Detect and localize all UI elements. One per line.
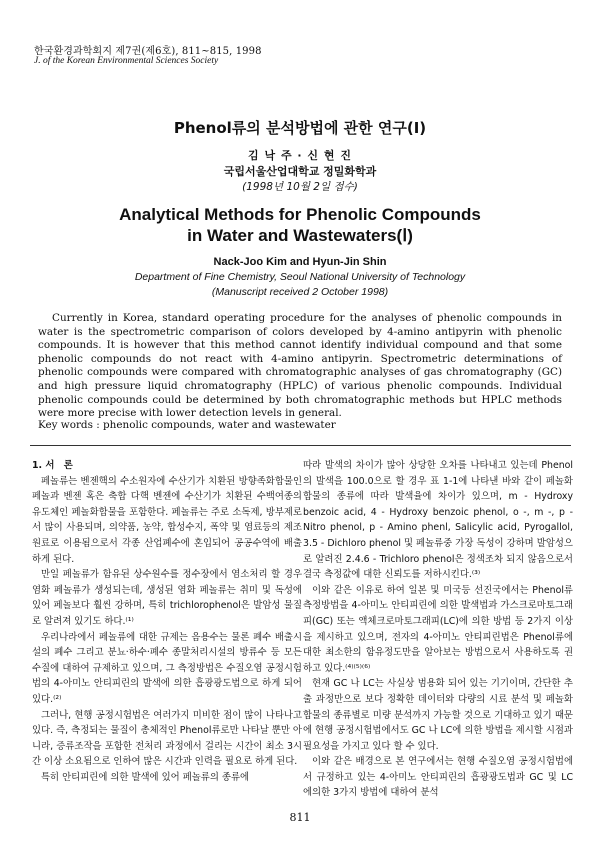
page-number: 811 <box>289 811 311 824</box>
paragraph: 그러나, 현행 공정시험법은 여러가지 미비한 점이 많이 나타나고 있다. 즉, 측정되는 물질이 총체적인 Phenol류로만 나타날 뿐만 아니라, 증류조작을 포함한 전처리 과정에서 걸리는 시간이 최소 3시간 이상 소요됨으로 인하여 많은 시간과 인력을 필요로 하게 된다. <box>32 709 302 768</box>
separator-rule <box>30 445 571 446</box>
korean-received-date: (1998년 10월 2일 접수) <box>242 181 358 193</box>
paragraph: 현재 GC 나 LC는 사실상 범용화 되어 있는 기기이며, 간단한 추출 과정만으로 보다 정확한 데이터와 다량의 시료 분석 및 페놀화합물의 종류별로 미량 분석까지 가능할 것으로 기대하고 있기 때문에 현행 공정시험법에서도 GC 나 LC에 의한 방법을 제시할 시점과 필요성을 가지고 있다 할 수 있다. <box>303 678 573 752</box>
paragraph: 만일 페놀류가 함유된 상수원수를 정수장에서 염소처리 할 경우 염화 페놀류가 생성되는데, 생성된 염화 페놀류는 취미 및 독성에 있어 페놀보다 훨씬 강하며, 특히 trichlorophenol은 발암성 물질로 알려져 있기도 하다.⁽¹⁾ <box>32 569 302 627</box>
paragraph: 특히 안티피린에 의한 발색에 있어 페놀류의 종류에 <box>41 771 250 783</box>
right-column <box>303 458 573 801</box>
korean-authors: 김 낙 주 · 신 현 진 <box>248 149 352 162</box>
left-column <box>32 458 302 785</box>
abstract: Currently in Korea, standard operating procedure for the analyses of phenolic compounds in water is the spectrometric comparison of colors developed by 4-amino antipyrin with phenolic compounds. It is however that this method cannot identify individual compound and that some phenolic compounds do not react with 4-amino antipyrin. Spectrometric determinations of phenolic compounds were compared with chromatographic analyses of gas chromatography (GC) and high pressure liquid chromatography (HPLC) of various phenolic compounds. Individual phenolic compounds could be determined by both chromatographic methods but HPLC methods were more precise with lower detection levels in general. <box>38 312 562 420</box>
korean-affiliation: 국립서울산업대학교 정밀화학과 <box>223 165 377 178</box>
paragraph: 우리나라에서 페놀류에 대한 규제는 음용수는 물론 폐수 배출시설의 폐수 그리고 분뇨·하수·폐수 종말처리시설의 방류수 등 모든 수질에 대하여 규제하고 있으며, 그 측정방법은 수질오염 공정시험법의 4-아미노 안티피린의 발색에 의한 흡광광도법으로 하게 되어 있다.⁽²⁾ <box>32 631 302 705</box>
journal-english-name: J. of the Korean Environmental Sciences Society <box>34 56 219 66</box>
english-title-line-2: in Water and Wastewaters(Ⅰ) <box>187 226 413 245</box>
english-title-line-1: Analytical Methods for Phenolic Compounds <box>119 205 481 224</box>
section-heading-introduction: 1. 서 론 <box>32 460 73 471</box>
english-received-date: (Manuscript received 2 October 1998) <box>211 286 389 298</box>
paragraph: 이와 같은 배경으로 본 연구에서는 현행 수질오염 공정시험법에서 규정하고 있는 4-아미노 안티피린의 흡광광도법과 GC 및 LC 에의한 3가지 방법에 대하여 분석 <box>303 756 573 799</box>
english-authors: Nack-Joo Kim and Hyun-Jin Shin <box>213 256 387 268</box>
paragraph: 페놀류는 벤젠핵의 수소원자에 수산기가 치환된 방향족화합물인 페놀과 벤젠 혹은 축합 다핵 벤젠에 수산기가 치환된 수백여종의 유도체인 페놀화합물을 포함한다. 페놀류는 주로 소독제, 방부제로서 많이 사용되며, 의약품, 농약, 합성수지, 폭약 및 염료등의 제조원료로 이용됨으로서 각종 산업폐수에 혼입되어 공공수역에 배출하게 된다. <box>32 475 302 565</box>
english-affiliation: Department of Fine Chemistry, Seoul National University of Technology <box>134 271 466 283</box>
journal-citation-line: 한국환경과학회지 제7권(제6호), 811~815, 1998 <box>34 46 262 57</box>
english-title <box>0 204 600 246</box>
keywords: Key words : phenolic compounds, water and wastewater <box>38 419 336 431</box>
paragraph: 이와 같은 이유로 하여 일본 및 미국등 선진국에서는 Phenol류 측정방법을 4-아미노 안티피린에 의한 발색법과 가스크로마토그래피(GC) 또는 액체크로마토그래피(LC)에 의한 방법 등 2가지 이상을 제시하고 있으며, 전자의 4-아미노 안티피린법은 Phenol류에 대한 최소한의 함유정도만을 알아보는 방법으로서 사용하도록 권하고 있다.⁽⁴⁾⁽⁵⁾⁽⁶⁾ <box>303 584 573 674</box>
korean-title: Phenol류의 분석방법에 관한 연구(Ⅰ) <box>173 119 427 137</box>
paragraph: 따라 발색의 차이가 많아 상당한 오차를 나타내고 있는데 Phenol의 발색을 100.0으로 할 경우 표 1-1에 나타낸 바와 같이 페놀화합물의 종류에 따라 발색율에 차이가 있으며, m - Hydroxy benzoic acid, 4 - Hydroxy benzoic phenol, o -, m -, p - Nitro phenol, p - Amino phenl, Salicylic acid, Pyrogallol, 3.5 - Dichloro phenol 및 페놀류중 가장 독성이 강하며 발암성으로 알려진 2.4.6 - Trichloro phenol은 정색조차 되지 않음으로서 결국 측정값에 대한 신뢰도를 저하시킨다.⁽³⁾ <box>303 460 573 581</box>
